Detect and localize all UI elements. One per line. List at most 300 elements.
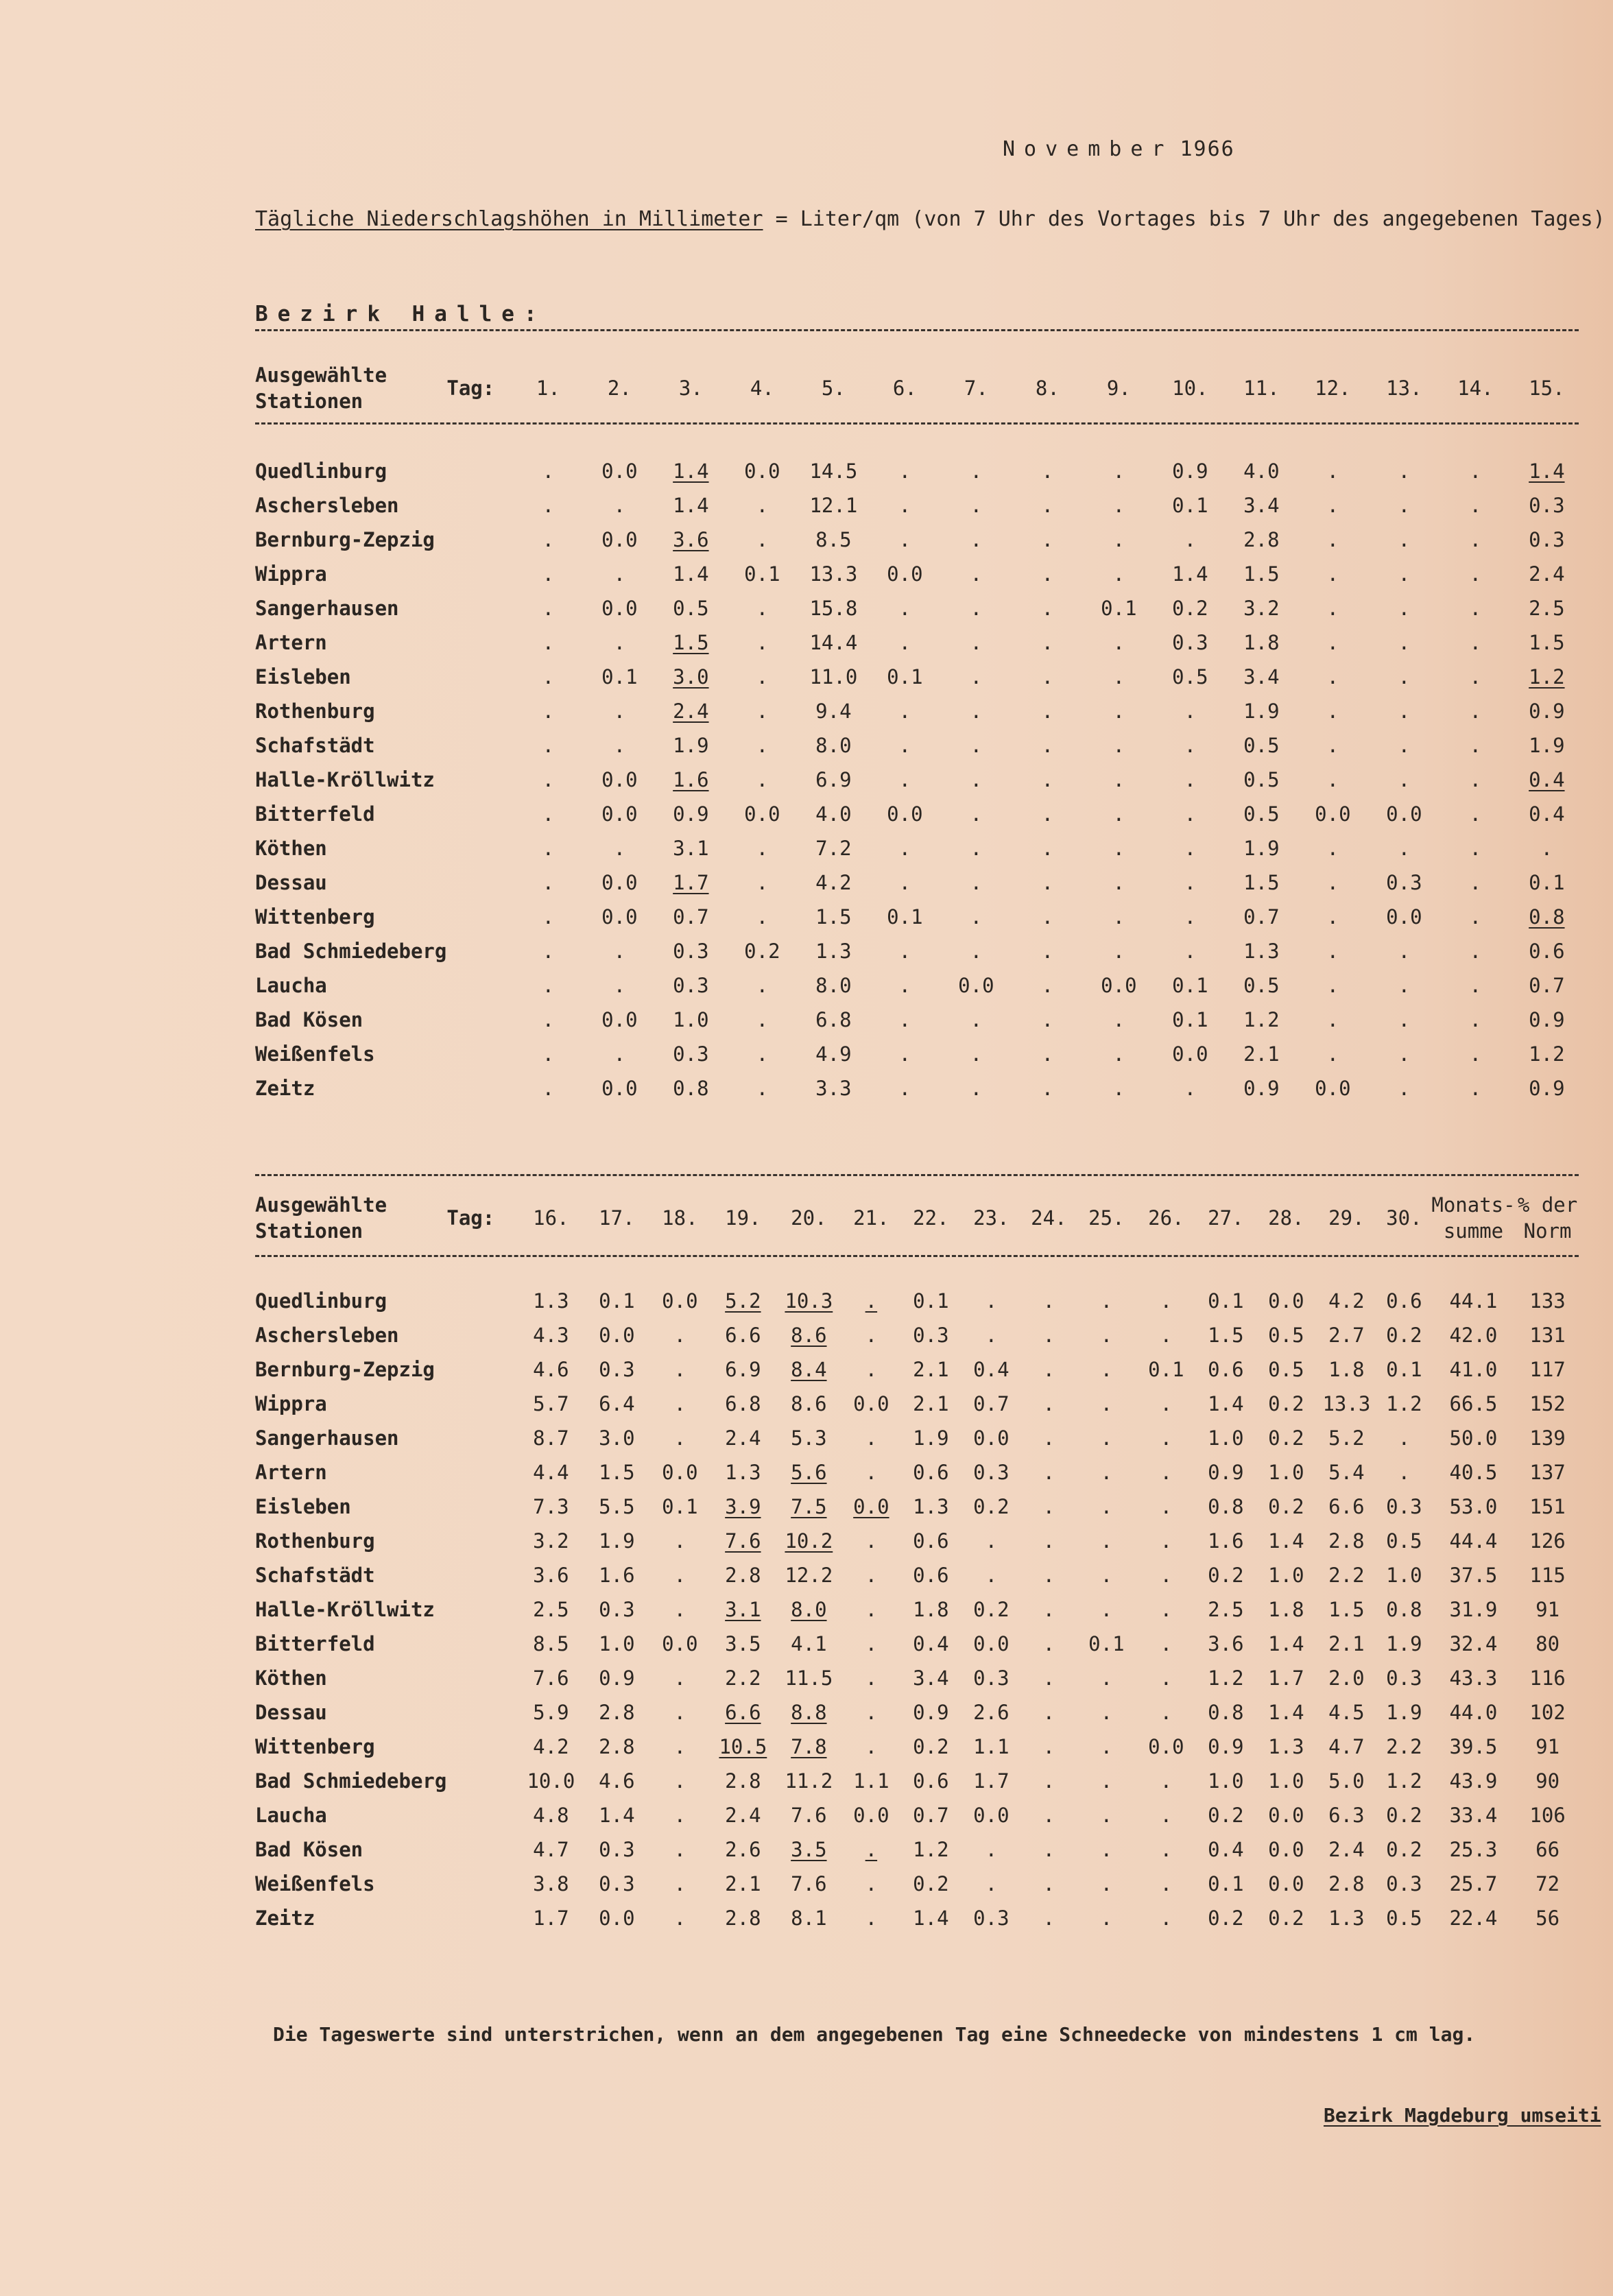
precip-value: 0.3 [599,1598,635,1621]
precip-value: 2.5 [1208,1598,1244,1621]
precip-value: 5.7 [533,1392,569,1415]
precip-value: 0.2 [973,1495,1009,1518]
precip-value: 0.3 [673,940,709,963]
precip-value: 8.8 [791,1701,827,1724]
precip-value: . [542,940,555,963]
precip-value: . [985,1529,998,1553]
precip-value: . [1100,1598,1113,1621]
precip-value: 0.7 [913,1804,949,1827]
precip-value: . [756,494,769,517]
precip-value: . [1041,940,1054,963]
table-row [255,523,1582,557]
precip-value: . [542,528,555,551]
station-name: Sangerhausen [255,1426,399,1450]
precip-value: 0.1 [662,1495,698,1518]
subtitle-underlined: Tägliche Niederschlagshöhen in Millimeter [255,207,763,231]
precip-value: . [1042,1495,1055,1518]
precip-value: 0.7 [1529,974,1565,997]
precip-value: . [673,1701,686,1724]
precip-value: 0.8 [1386,1598,1422,1621]
precip-value: 0.1 [1529,871,1565,894]
station-name: Schafstädt [255,1564,375,1587]
precip-value: 0.5 [1386,1906,1422,1930]
document-date [1003,137,1235,161]
precip-value: 1.3 [1243,940,1280,963]
precip-value: . [1398,1077,1411,1100]
precip-value: . [1100,1564,1113,1587]
monthly-sum: 53.0 [1449,1495,1498,1518]
precip-value: 0.2 [1208,1804,1244,1827]
table-header-row [255,1186,1580,1249]
precip-value: 0.0 [599,1906,635,1930]
precip-value: . [613,631,626,654]
precip-value: 1.0 [599,1632,635,1655]
divider [255,1174,1579,1176]
monthly-sum: 40.5 [1449,1461,1498,1484]
precip-value: . [1184,802,1197,826]
station-name: Rothenburg [255,1529,375,1553]
station-name: Zeitz [255,1077,315,1100]
precip-value: . [613,940,626,963]
table-row [255,900,1582,934]
station-name: Bitterfeld [255,802,375,826]
table-row [255,660,1582,694]
precip-value: 0.9 [1208,1735,1244,1758]
precip-value: 11.5 [785,1666,833,1690]
precip-value: . [898,871,911,894]
precip-value: 1.0 [1268,1769,1304,1793]
precip-value: 0.0 [744,459,780,483]
precip-value: 7.3 [533,1495,569,1518]
precip-value: 0.0 [887,802,923,826]
precipitation-table-days-1-15 [255,357,1582,1105]
precip-value: 3.2 [533,1529,569,1553]
precip-value: . [1326,528,1339,551]
precip-value: 6.9 [725,1358,761,1381]
precip-value: . [1469,940,1482,963]
day-header: 16. [533,1206,569,1230]
precip-value: 2.4 [673,699,709,723]
precip-value: . [985,1872,998,1896]
station-name: Bernburg-Zepzig [255,528,435,551]
precip-value: . [1398,597,1411,620]
station-name: Schafstädt [255,734,375,757]
precip-value: 0.0 [601,905,638,929]
station-name: Bitterfeld [255,1632,375,1655]
precip-value: 0.3 [1529,528,1565,551]
precip-value: . [1326,768,1339,791]
precip-value: . [898,459,911,483]
precip-value: . [1112,1008,1125,1031]
precip-value: . [1041,459,1054,483]
precip-value: 0.0 [601,871,638,894]
precip-value: 2.2 [1386,1735,1422,1758]
precip-value: . [1041,871,1054,894]
precip-value: 6.8 [725,1392,761,1415]
table-row [255,1764,1580,1798]
norm-header: % der Norm [1517,1193,1578,1243]
day-header: 3. [678,376,703,400]
precip-value: . [1398,940,1411,963]
precip-value: . [1112,871,1125,894]
precip-value: 4.9 [815,1042,852,1066]
precip-value: 4.3 [533,1324,569,1347]
precip-value: 1.1 [853,1769,889,1793]
precip-value: 3.4 [1243,494,1280,517]
precip-value: . [1184,871,1197,894]
day-header: 11. [1243,376,1280,400]
table-row [255,1661,1580,1695]
precip-value: 0.1 [1386,1358,1422,1381]
precip-value: 1.9 [599,1529,635,1553]
precip-value: . [673,1666,686,1690]
precip-value: 5.2 [1328,1426,1365,1450]
precip-value: . [1469,528,1482,551]
precip-value: 1.4 [1268,1701,1304,1724]
precip-value: . [898,699,911,723]
precip-value: 1.4 [1529,459,1565,483]
precip-value: . [756,528,769,551]
station-name: Halle-Kröllwitz [255,768,435,791]
precip-value: . [613,974,626,997]
precip-value: 0.5 [1243,734,1280,757]
precip-value: . [673,1769,686,1793]
precip-value: 0.3 [973,1906,1009,1930]
precip-value: 0.5 [1243,802,1280,826]
precip-value: . [613,734,626,757]
precip-value: 0.5 [1172,665,1208,689]
precip-value: 0.3 [599,1358,635,1381]
precip-value: 1.6 [673,768,709,791]
precip-value: . [970,1042,983,1066]
precip-value: . [542,597,555,620]
precip-value: . [1398,734,1411,757]
station-name: Köthen [255,1666,327,1690]
table-row [255,694,1582,728]
sum-header: Monats- summe [1431,1193,1516,1243]
precip-value: . [1160,1838,1173,1861]
day-header: 22. [913,1206,949,1230]
precip-value: . [1042,1598,1055,1621]
precip-value: 1.3 [815,940,852,963]
percent-of-norm: 139 [1529,1426,1566,1450]
precip-value: 0.2 [1268,1426,1304,1450]
precip-value: 12.1 [809,494,858,517]
precip-value: 5.2 [725,1289,761,1313]
precip-value: . [1041,631,1054,654]
precip-value: . [1160,1461,1173,1484]
table-row [255,454,1582,488]
precip-value: 0.0 [853,1804,889,1827]
precip-value: 1.6 [599,1564,635,1587]
precip-value: . [865,1666,878,1690]
table-row [255,1832,1580,1867]
precip-value: 4.6 [533,1358,569,1381]
precip-value: . [756,665,769,689]
precip-value: . [756,1077,769,1100]
precip-value: . [542,699,555,723]
precip-value: . [1041,528,1054,551]
precip-value: 5.0 [1328,1769,1365,1793]
continuation-note: Bezirk Magdeburg umseiti [1324,2104,1601,2127]
station-name: Wippra [255,562,327,586]
precip-value: 0.0 [599,1324,635,1347]
precip-value: 4.6 [599,1769,635,1793]
precip-value: 8.1 [791,1906,827,1930]
table-row [255,625,1582,660]
precip-value: 1.8 [1328,1358,1365,1381]
precip-value: . [1160,1906,1173,1930]
precip-value: 1.3 [533,1289,569,1313]
precip-value: 1.5 [1328,1598,1365,1621]
precip-value: 1.4 [913,1906,949,1930]
precip-value: . [1398,494,1411,517]
table-row [255,1387,1580,1421]
precip-value: . [756,597,769,620]
precip-value: 6.3 [1328,1804,1365,1827]
precip-value: . [1042,1906,1055,1930]
precip-value: 9.4 [815,699,852,723]
precip-value: 0.6 [913,1461,949,1484]
precip-value: . [1112,459,1125,483]
precip-value: . [1326,905,1339,929]
precip-value: . [1184,768,1197,791]
precip-value: 1.4 [673,459,709,483]
precip-value: . [756,699,769,723]
precip-value: . [1326,940,1339,963]
precip-value: 2.4 [725,1426,761,1450]
station-name: Köthen [255,837,327,860]
precip-value: 0.7 [673,905,709,929]
day-header: 30. [1386,1206,1422,1230]
precip-value: 7.2 [815,837,852,860]
precip-value: 0.9 [673,802,709,826]
precip-value: . [970,768,983,791]
precip-value: . [1326,562,1339,586]
precip-value: . [673,1598,686,1621]
precip-value: 0.0 [973,1426,1009,1450]
percent-of-norm: 115 [1529,1564,1566,1587]
precip-value: . [898,494,911,517]
precip-value: . [898,1042,911,1066]
monthly-sum: 43.9 [1449,1769,1498,1793]
day-header: 8. [1035,376,1060,400]
precip-value: 14.5 [809,459,858,483]
precip-value: . [1100,1666,1113,1690]
precip-value: . [1469,459,1482,483]
precip-value: 1.8 [1243,631,1280,654]
day-header: 21. [853,1206,889,1230]
precip-value: 8.5 [815,528,852,551]
day-header: 27. [1208,1206,1244,1230]
table-row [255,831,1582,865]
precip-value: 8.6 [791,1392,827,1415]
precip-value: 0.7 [1243,905,1280,929]
precip-value: 2.4 [1529,562,1565,586]
precip-value: . [1326,837,1339,860]
precip-value: . [1112,562,1125,586]
precip-value: . [1469,802,1482,826]
precip-value: 1.5 [673,631,709,654]
precip-value: 5.5 [599,1495,635,1518]
precip-value: . [1042,1701,1055,1724]
day-header: 9. [1106,376,1131,400]
station-name: Eisleben [255,1495,351,1518]
precip-value: . [1469,562,1482,586]
precip-value: . [542,905,555,929]
precip-value: . [1469,494,1482,517]
precip-value: 1.2 [1529,665,1565,689]
precip-value: . [673,1392,686,1415]
precip-value: 0.5 [1243,974,1280,997]
precip-value: . [1100,1358,1113,1381]
precip-value: 3.5 [725,1632,761,1655]
monthly-sum: 41.0 [1449,1358,1498,1381]
precip-value: 0.2 [1268,1495,1304,1518]
table-row [255,1318,1580,1352]
precip-value: 8.0 [791,1598,827,1621]
day-header: 25. [1088,1206,1125,1230]
precip-value: . [1112,631,1125,654]
precip-value: 8.4 [791,1358,827,1381]
precip-value: . [1100,1906,1113,1930]
day-header: 26. [1148,1206,1184,1230]
precip-value: 2.8 [725,1769,761,1793]
precip-value: . [898,1008,911,1031]
precip-value: . [1398,699,1411,723]
precip-value: . [970,1008,983,1031]
station-name: Dessau [255,1701,327,1724]
precip-value: . [898,940,911,963]
table-row [255,934,1582,968]
precip-value: . [1041,1042,1054,1066]
precip-value: 0.0 [601,1077,638,1100]
precip-value: 0.0 [662,1289,698,1313]
divider [255,329,1579,331]
precip-value: . [1398,1426,1411,1450]
precip-value: . [1112,837,1125,860]
precip-value: . [1398,1461,1411,1484]
precip-value: 6.6 [725,1324,761,1347]
table-row [255,968,1582,1003]
station-name: Weißenfels [255,1042,375,1066]
precip-value: 1.3 [913,1495,949,1518]
day-header: 2. [607,376,632,400]
precip-value: . [542,631,555,654]
precip-value: . [1041,905,1054,929]
percent-of-norm: 152 [1529,1392,1566,1415]
precip-value: . [1112,940,1125,963]
precip-value: 3.4 [1243,665,1280,689]
precip-value: . [1100,1701,1113,1724]
table-row [255,1421,1580,1455]
precip-value: . [1160,1872,1173,1896]
day-header: 24. [1031,1206,1067,1230]
precip-value: 2.8 [1243,528,1280,551]
precip-value: 3.0 [599,1426,635,1450]
precip-value: . [756,768,769,791]
precip-value: . [1184,1077,1197,1100]
precip-value: . [1041,802,1054,826]
precip-value: 2.4 [725,1804,761,1827]
precip-value: . [1469,974,1482,997]
precip-value: 1.5 [815,905,852,929]
precip-value: 1.5 [1529,631,1565,654]
precip-value: . [542,494,555,517]
precip-value: . [1184,905,1197,929]
precip-value: 0.6 [1529,940,1565,963]
precip-value: 3.6 [533,1564,569,1587]
precip-value: . [970,871,983,894]
station-name: Wippra [255,1392,327,1415]
precip-value: . [542,1077,555,1100]
precip-value: 0.3 [973,1666,1009,1690]
table-row [255,1867,1580,1901]
table-row [255,763,1582,797]
precip-value: . [1160,1598,1173,1621]
precip-value: 6.6 [1328,1495,1365,1518]
station-name: Quedlinburg [255,459,387,483]
precip-value: 8.5 [533,1632,569,1655]
table-row [255,557,1582,591]
precip-value: . [1041,597,1054,620]
precip-value: . [1398,1008,1411,1031]
precip-value: 0.3 [673,1042,709,1066]
precip-value: 13.3 [1322,1392,1371,1415]
precip-value: 1.7 [533,1906,569,1930]
table-row [255,1490,1580,1524]
precip-value: 0.6 [913,1564,949,1587]
precip-value: 0.4 [1529,768,1565,791]
month: November [1003,137,1173,161]
precip-value: . [1100,1461,1113,1484]
precip-value: 0.8 [1208,1495,1244,1518]
precip-value: . [613,562,626,586]
precip-value: 1.2 [1208,1666,1244,1690]
table-row [255,1071,1582,1105]
precip-value: 0.4 [973,1358,1009,1381]
precip-value: . [1326,974,1339,997]
precip-value: 1.5 [599,1461,635,1484]
precip-value: 0.9 [1208,1461,1244,1484]
precip-value: 3.6 [1208,1632,1244,1655]
precip-value: 3.3 [815,1077,852,1100]
percent-of-norm: 133 [1529,1289,1566,1313]
precip-value: . [865,1564,878,1587]
precip-value: . [1469,631,1482,654]
precip-value: 0.0 [887,562,923,586]
precip-value: . [1042,1838,1055,1861]
precip-value: 3.0 [673,665,709,689]
precip-value: . [970,665,983,689]
precip-value: . [1184,940,1197,963]
precip-value: . [1398,1042,1411,1066]
table-row [255,797,1582,831]
percent-of-norm: 137 [1529,1461,1566,1484]
precip-value: . [970,528,983,551]
precip-value: . [865,1529,878,1553]
precip-value: 1.0 [1268,1461,1304,1484]
precip-value: 0.0 [1172,1042,1208,1066]
precip-value: 0.0 [601,768,638,791]
precip-value: 0.8 [1208,1701,1244,1724]
precip-value: 0.9 [1529,699,1565,723]
precip-value: . [1112,699,1125,723]
precip-value: 7.6 [791,1872,827,1896]
precip-value: . [970,837,983,860]
precip-value: 12.2 [785,1564,833,1587]
precip-value: 0.0 [958,974,994,997]
